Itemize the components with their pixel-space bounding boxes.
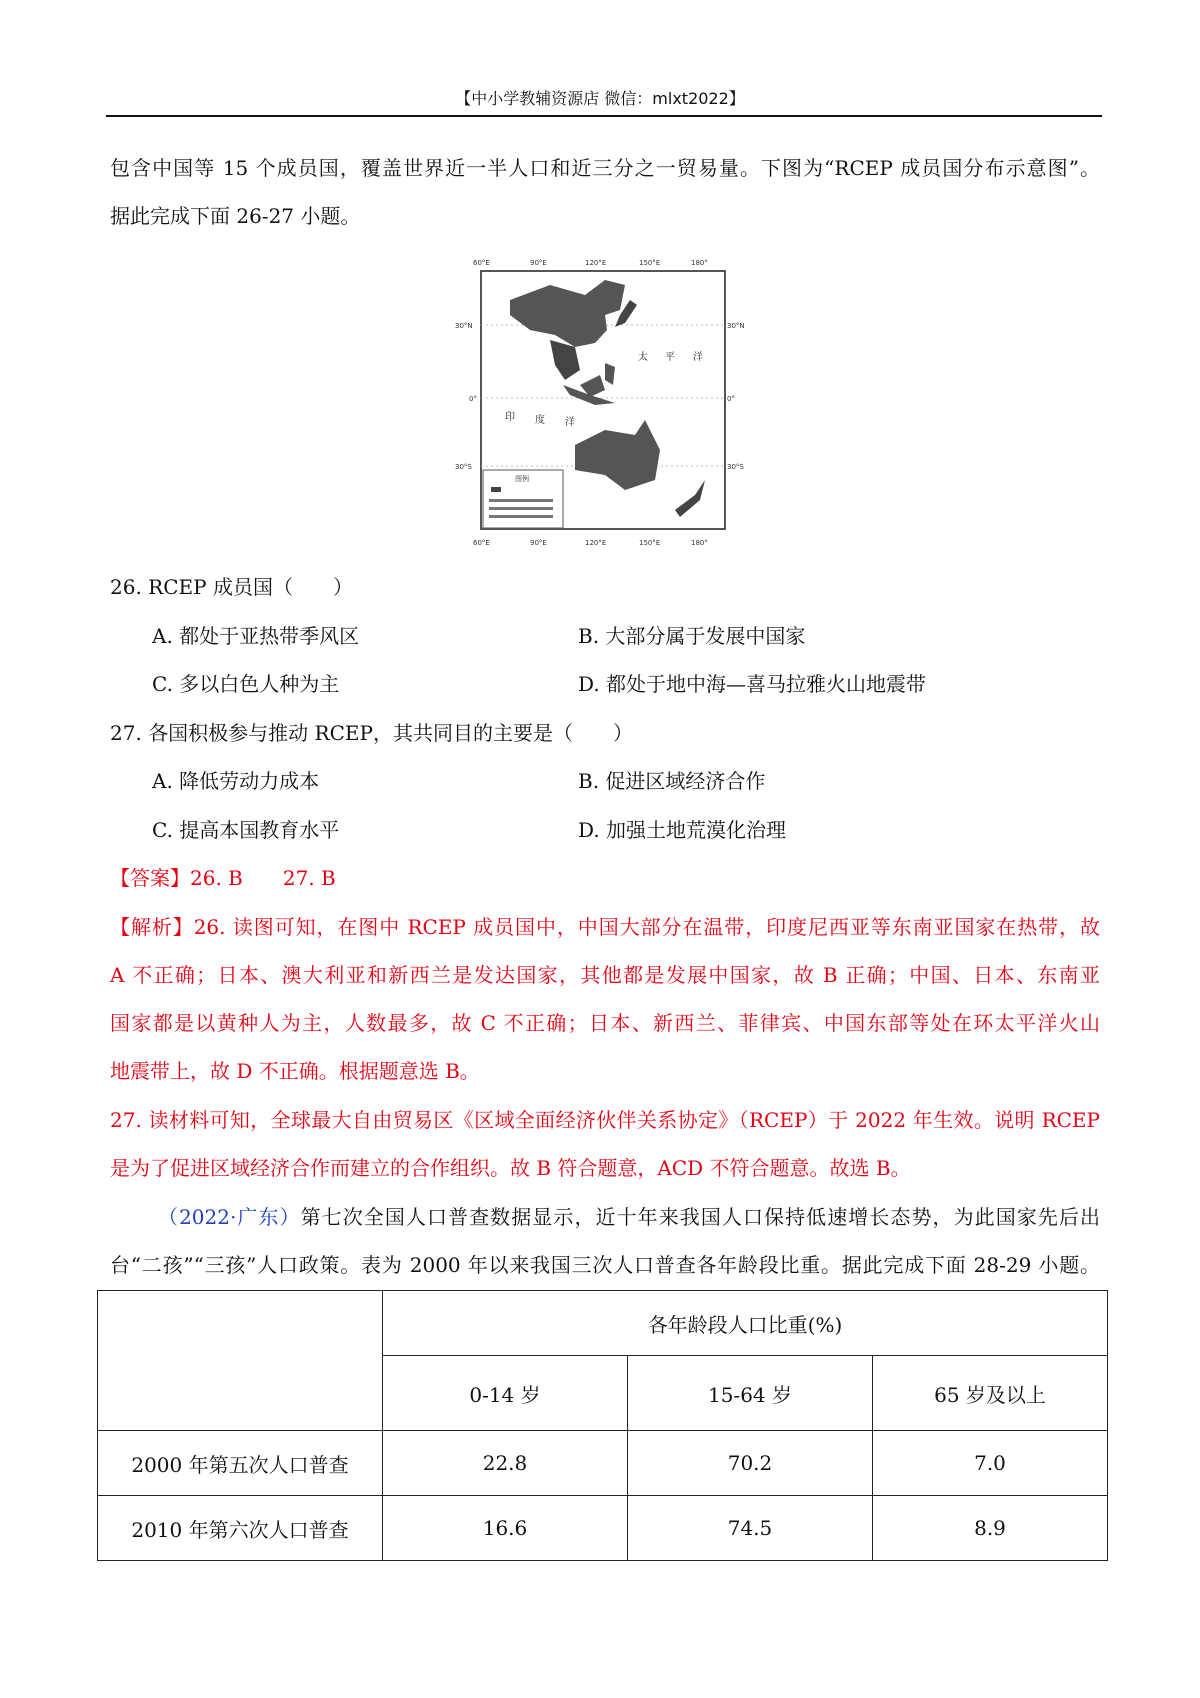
- tick-label: 60°E: [473, 539, 490, 547]
- analysis-line: 国家都是以黄种人为主，人数最多，故 C 不正确；日本、新西兰、菲律宾、中国东部等处在环太平洋火山: [110, 1011, 1100, 1035]
- analysis-line: 27. 读材料可知，全球最大自由贸易区《区域全面经济伙伴关系协定》（RCEP）于 2022 年生效。说明 RCEP: [110, 1108, 1100, 1132]
- answer-line: 【答案】26. B 27. B: [110, 866, 336, 890]
- q27-option-a: A. 降低劳动力成本: [152, 769, 320, 793]
- question-26-stem: 26. RCEP 成员国（ ）: [110, 575, 353, 599]
- tick-label: 180°: [691, 259, 708, 267]
- rcep-map: [455, 255, 745, 555]
- q26-option-c: C. 多以白色人种为主: [152, 672, 340, 696]
- next-question-intro: （2022·广东）第七次全国人口普查数据显示，近十年来我国人口保持低速增长态势，为此国家先后出: [158, 1205, 1101, 1229]
- q26-option-a: A. 都处于亚热带季风区: [152, 624, 360, 648]
- question-27-stem: 27. 各国积极参与推动 RCEP，其共同目的主要是（ ）: [110, 721, 633, 745]
- analysis-line: 地震带上，故 D 不正确。根据题意选 B。: [110, 1059, 480, 1083]
- table-cell: 74.5: [628, 1496, 873, 1561]
- analysis-line: A 不正确；日本、澳大利亚和新西兰是发达国家，其他都是发展中国家，故 B 正确；中国、日本、东南亚: [110, 963, 1100, 987]
- tick-label: 120°E: [585, 259, 607, 267]
- lat-label: 30°N: [455, 322, 473, 330]
- svg-text:洋: 洋: [565, 417, 575, 428]
- next-question-intro-line2: 台“二孩”“三孩”人口政策。表为 2000 年以来我国三次人口普查各年龄段比重。据此完成下面 28-29 小题。: [110, 1253, 1100, 1277]
- table-group-header: 各年龄段人口比重(%): [383, 1291, 1108, 1356]
- svg-text:洋: 洋: [693, 352, 703, 363]
- tick-label: 90°E: [530, 259, 547, 267]
- tick-label: 150°E: [639, 259, 661, 267]
- analysis-line: 是为了促进区域经济合作而建立的合作组织。故 B 符合题意，ACD 不符合题意。故选 B。: [110, 1156, 911, 1180]
- population-table: [97, 1290, 1108, 1561]
- lat-label: 30°S: [455, 463, 472, 471]
- svg-text:度: 度: [535, 415, 545, 426]
- intro-line: 包含中国等 15 个成员国，覆盖世界近一半人口和近三分之一贸易量。下图为“RCEP 成员国分布示意图”。: [110, 156, 1100, 180]
- svg-text:太: 太: [638, 352, 648, 363]
- svg-text:印: 印: [505, 412, 515, 423]
- legend-title: 图例: [515, 475, 529, 483]
- lat-label: 0°: [727, 395, 735, 403]
- svg-text:平: 平: [665, 352, 675, 363]
- map-bottom-ticks: [473, 539, 708, 547]
- tick-label: 120°E: [585, 539, 607, 547]
- lat-label: 30°N: [727, 322, 745, 330]
- column-header: 15-64 岁: [628, 1356, 873, 1431]
- tick-label: 180°: [691, 539, 708, 547]
- tick-label: 60°E: [473, 259, 490, 267]
- table-row: [98, 1431, 1108, 1496]
- page-header: 【中小学教辅资源店 微信：mlxt2022】: [455, 89, 745, 108]
- map-top-ticks: [473, 259, 708, 267]
- row-label: 2010 年第六次人口普查: [98, 1496, 383, 1561]
- tick-label: 90°E: [530, 539, 547, 547]
- q27-option-c: C. 提高本国教育水平: [152, 818, 340, 842]
- q26-option-b: B. 大部分属于发展中国家: [578, 624, 806, 648]
- q26-option-d: D. 都处于地中海—喜马拉雅火山地震带: [578, 672, 927, 696]
- table-cell: 7.0: [873, 1431, 1108, 1496]
- column-header: 0-14 岁: [383, 1356, 628, 1431]
- lat-label: 0°: [469, 395, 477, 403]
- tick-label: 150°E: [639, 539, 661, 547]
- analysis-line: 【解析】26. 读图可知，在图中 RCEP 成员国中，中国大部分在温带，印度尼西亚等东南亚国家在热带，故: [110, 915, 1100, 939]
- header-divider: [106, 115, 1102, 117]
- table-cell: 16.6: [383, 1496, 628, 1561]
- table-cell: 8.9: [873, 1496, 1108, 1561]
- q27-option-b: B. 促进区域经济合作: [578, 769, 766, 793]
- table-cell: 22.8: [383, 1431, 628, 1496]
- table-corner-cell: [98, 1291, 383, 1431]
- column-header: 65 岁及以上: [873, 1356, 1108, 1431]
- row-label: 2000 年第五次人口普查: [98, 1431, 383, 1496]
- intro-line: 据此完成下面 26-27 小题。: [110, 204, 361, 228]
- table-cell: 70.2: [628, 1431, 873, 1496]
- lat-label: 30°S: [727, 463, 744, 471]
- q27-option-d: D. 加强土地荒漠化治理: [578, 818, 787, 842]
- source-tag: （2022·广东）: [158, 1205, 301, 1229]
- table-row: [98, 1496, 1108, 1561]
